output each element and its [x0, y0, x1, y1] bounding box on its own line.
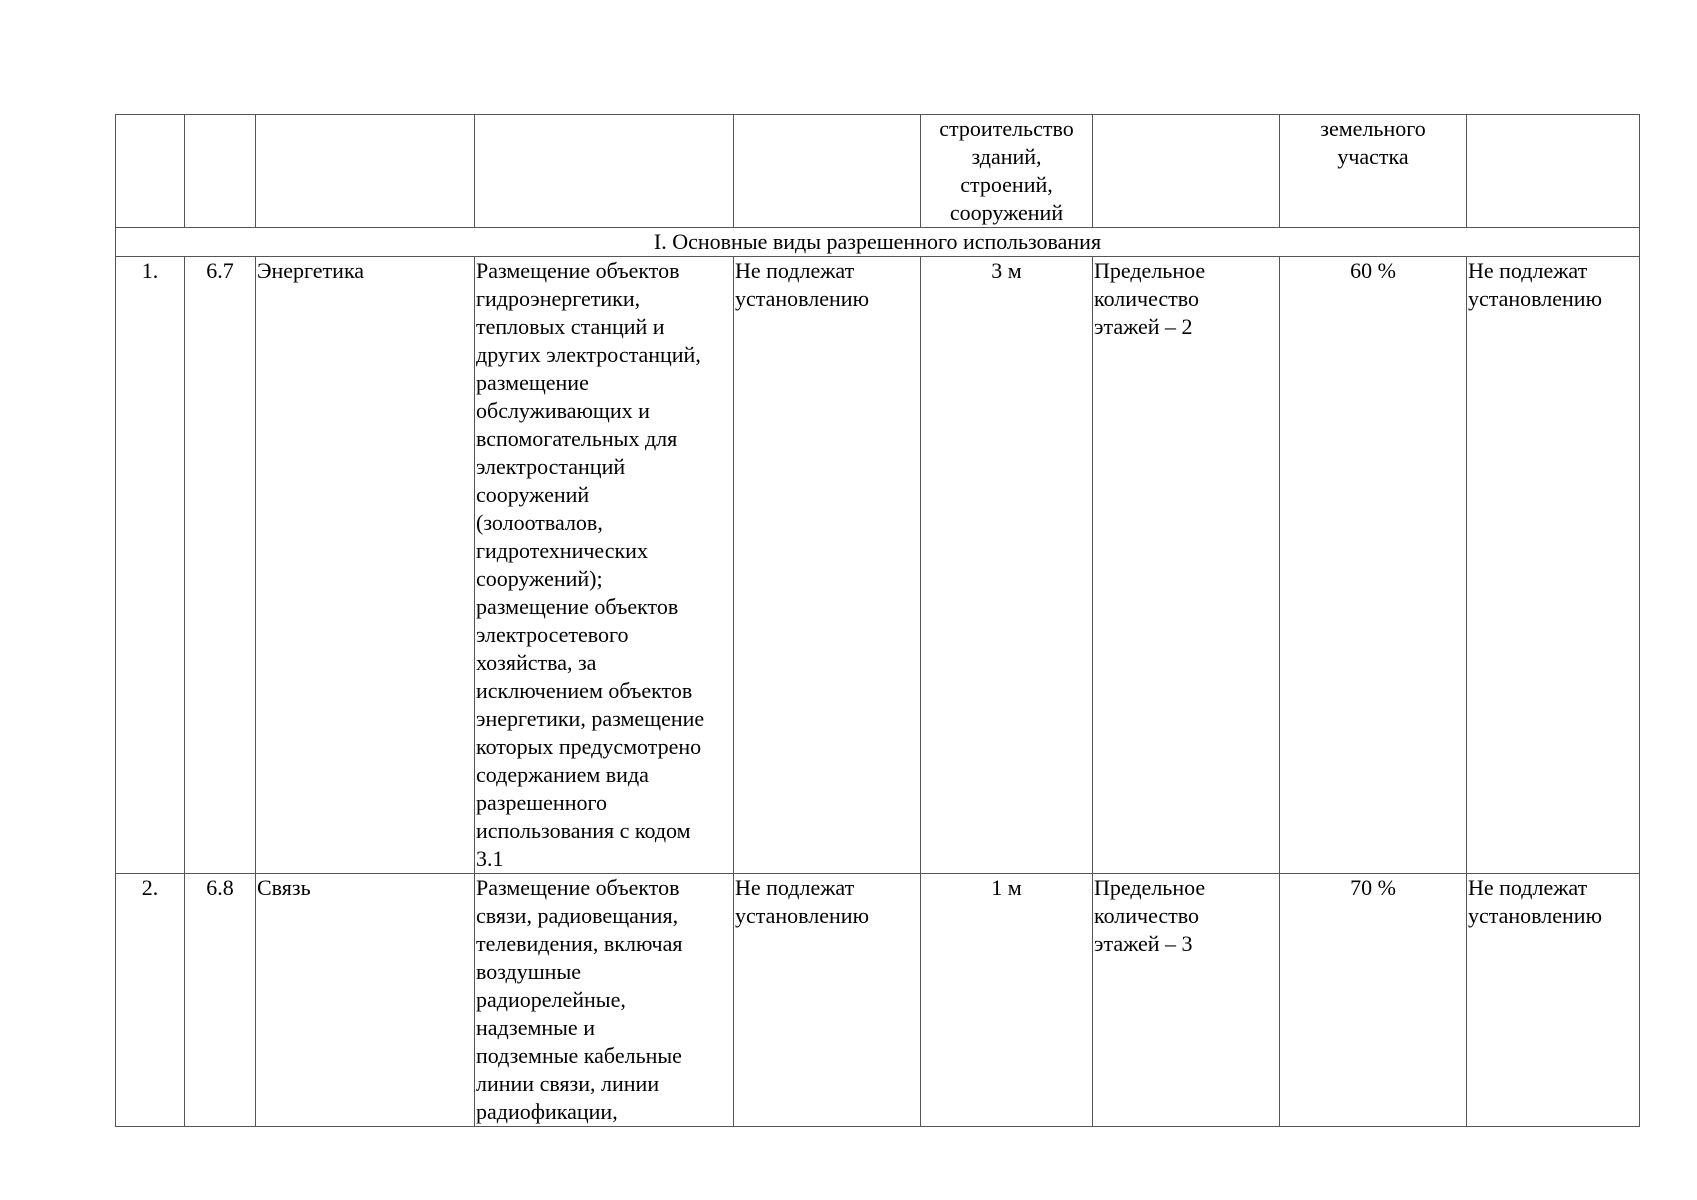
cell-name: [256, 115, 475, 228]
row-name: Связь: [256, 874, 475, 1127]
row-description: Размещение объектов гидроэнергетики, тепловых станций и других электростанций, размещение обслуживающих и вспомогательных для электростанций сооружений (золоотвалов, гидротехнических сооружений); размещение объектов электросетевого хозяйства, за исключением объектов энергетики, размещение которых предусмотрено содержанием вида разрешенного использования с кодом 3.1: [475, 257, 734, 874]
row-col6: 1 м: [921, 874, 1093, 1127]
row-col5: Не подлежат установлению: [734, 874, 921, 1127]
row-number: 2.: [116, 874, 185, 1127]
table-row: [116, 257, 1640, 874]
cell-col5: [734, 115, 921, 228]
row-number: 1.: [116, 257, 185, 874]
row-name: Энергетика: [256, 257, 475, 874]
row-col8: 70 %: [1280, 874, 1467, 1127]
row-col8: 60 %: [1280, 257, 1467, 874]
row-col9: Не подлежат установлению: [1467, 257, 1640, 874]
row-code: 6.8: [185, 874, 256, 1127]
cell-col6: [921, 115, 1093, 228]
row-col7: Предельное количество этажей – 3: [1093, 874, 1280, 1127]
row-col6: 3 м: [921, 257, 1093, 874]
section-title: I. Основные виды разрешенного использования: [116, 228, 1640, 257]
row-description: Размещение объектов связи, радиовещания, телевидения, включая воздушные радиорелейные, надземные и подземные кабельные линии связи, линии радиофикации,: [475, 874, 734, 1127]
header-continuation-text: строительство зданий, строений, сооружений: [939, 116, 1074, 225]
row-col5: Не подлежат установлению: [734, 257, 921, 874]
row-col9: Не подлежат установлению: [1467, 874, 1640, 1127]
table-row: [116, 874, 1640, 1127]
cell-col7: [1093, 115, 1280, 228]
cell-code: [185, 115, 256, 228]
row-code: 6.7: [185, 257, 256, 874]
section-header-row: [116, 228, 1640, 257]
land-use-regulations-table: [115, 114, 1640, 1127]
cell-num: [116, 115, 185, 228]
cell-col8: [1280, 115, 1467, 228]
header-continuation-text: земельного участка: [1320, 116, 1426, 169]
cell-description: [475, 115, 734, 228]
row-col7: Предельное количество этажей – 2: [1093, 257, 1280, 874]
table-continuation-row: [116, 115, 1640, 228]
cell-col9: [1467, 115, 1640, 228]
